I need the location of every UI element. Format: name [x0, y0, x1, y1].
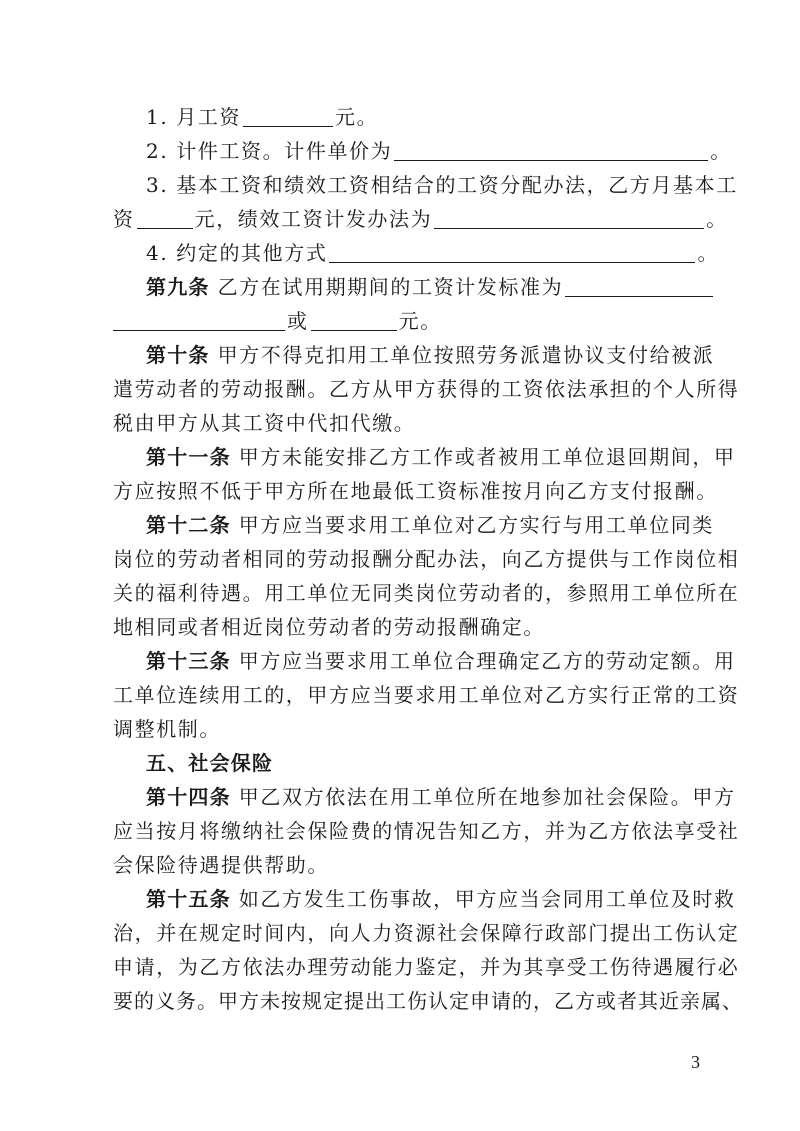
clause-9-unit: 元。 [398, 309, 442, 333]
clause-13-text-3: 调整机制。 [113, 717, 221, 741]
clause-15-line-3 [113, 950, 740, 984]
option-2-end: 。 [710, 139, 732, 163]
clause-12-text: 甲方应当要求用工单位对乙方实行与用工单位同类 [238, 513, 714, 537]
option-3-cont-end: 。 [706, 207, 728, 231]
clause-15-text-2: 治，并在规定时间内，向人力资源社会保障行政部门提出工伤认定 [113, 921, 740, 945]
option-4-end: 。 [697, 241, 720, 265]
clause-14-line-2 [113, 814, 740, 848]
clause-10-line-3 [113, 406, 703, 440]
clause-12-text-2: 岗位的劳动者相同的劳动报酬分配办法，向乙方提供与工作岗位相 [113, 547, 740, 571]
clause-15-text: 如乙方发生工伤事故，甲方应当会同用工单位及时救 [238, 887, 736, 911]
clause-15-text-4: 要的义务。甲方未按规定提出工伤认定申请的，乙方或者其近亲属、 [113, 989, 743, 1013]
option-3-cont-a: 资 [113, 207, 135, 231]
clause-9 [146, 270, 703, 304]
clause-8-option-1 [146, 100, 703, 134]
clause-14-text: 甲乙双方依法在用工单位所在地参加社会保险。甲方 [238, 785, 736, 809]
clause-9-or: 或 [287, 309, 309, 333]
clause-11-heading: 第十一条 [146, 445, 231, 469]
clause-13-line-2 [113, 678, 740, 712]
clause-8-option-3-cont [113, 202, 728, 236]
clause-12-line-3 [113, 576, 740, 610]
clause-14-line-3 [113, 848, 703, 882]
option-1-label: 1. 月工资 [146, 105, 242, 129]
clause-13-line-3 [113, 712, 703, 746]
clause-8-option-2 [146, 134, 732, 168]
clause-10-text-2: 遣劳动者的劳动报酬。乙方从甲方获得的工资依法承担的个人所得 [113, 377, 740, 401]
clause-12 [146, 508, 714, 542]
clause-14-text-3: 会保险待遇提供帮助。 [113, 853, 329, 877]
clause-11 [146, 440, 736, 474]
clause-9-text: 乙方在试用期期间的工资计发标准为 [217, 275, 564, 299]
clause-12-line-4 [113, 610, 703, 644]
clause-14 [146, 780, 736, 814]
clause-13-text-2: 工单位连续用工的，甲方应当要求用工单位对乙方实行正常的工资 [113, 683, 740, 707]
clause-10-line-2 [113, 372, 740, 406]
clause-8-option-4 [146, 236, 720, 270]
clause-9-heading: 第九条 [146, 275, 210, 299]
clause-12-heading: 第十二条 [146, 513, 231, 537]
clause-12-line-2 [113, 542, 740, 576]
clause-10-heading: 第十条 [146, 343, 210, 367]
option-3-cont-b: 元，绩效工资计发办法为 [194, 207, 433, 231]
clause-14-heading: 第十四条 [146, 785, 231, 809]
other-method-blank [329, 242, 695, 263]
option-1-unit: 元。 [335, 105, 379, 129]
clause-12-text-4: 地相同或者相近岗位劳动者的劳动报酬确定。 [113, 615, 545, 639]
piece-rate-blank [394, 140, 708, 161]
clause-13-text: 甲方应当要求用工单位合理确定乙方的劳动定额。用 [238, 649, 736, 673]
clause-15 [146, 882, 736, 916]
clause-13 [146, 644, 736, 678]
clause-15-line-4 [113, 984, 743, 1018]
probation-amount-blank [311, 310, 397, 331]
clause-15-line-2 [113, 916, 740, 950]
probation-standard-blank [113, 310, 285, 331]
performance-pay-blank [434, 208, 704, 229]
clause-13-heading: 第十三条 [146, 649, 231, 673]
clause-10 [146, 338, 715, 372]
clause-8-option-3 [146, 168, 738, 202]
clause-15-heading: 第十五条 [146, 887, 231, 911]
clause-9-cont [113, 304, 703, 338]
clause-10-text-3: 税由甲方从其工资中代扣代缴。 [113, 411, 416, 435]
clause-10-text: 甲方不得克扣用工单位按照劳务派遣协议支付给被派 [217, 343, 715, 367]
section-5-heading [146, 746, 703, 780]
clause-11-line-2 [113, 474, 718, 508]
clause-11-text: 甲方未能安排乙方工作或者被用工单位退回期间，甲 [238, 445, 736, 469]
clause-15-text-3: 申请，为乙方依法办理劳动能力鉴定，并为其享受工伤待遇履行必 [113, 955, 740, 979]
option-2-label: 2. 计件工资。计件单价为 [146, 139, 393, 163]
probation-wage-blank [565, 276, 713, 297]
clause-11-text-2: 方应按照不低于甲方所在地最低工资标准按月向乙方支付报酬。 [113, 479, 718, 503]
option-3-text: 3. 基本工资和绩效工资相结合的工资分配办法，乙方月基本工 [146, 173, 738, 197]
page-number: 3 [691, 1052, 700, 1072]
option-4-label: 4. 约定的其他方式 [146, 241, 328, 265]
clause-12-text-3: 关的福利待遇。用工单位无同类岗位劳动者的，参照用工单位所在 [113, 581, 740, 605]
monthly-wage-blank [243, 106, 333, 127]
base-wage-blank [137, 208, 193, 229]
clause-14-text-2: 应当按月将缴纳社会保险费的情况告知乙方，并为乙方依法享受社 [113, 819, 740, 843]
section-5-title: 五、社会保险 [146, 751, 274, 775]
